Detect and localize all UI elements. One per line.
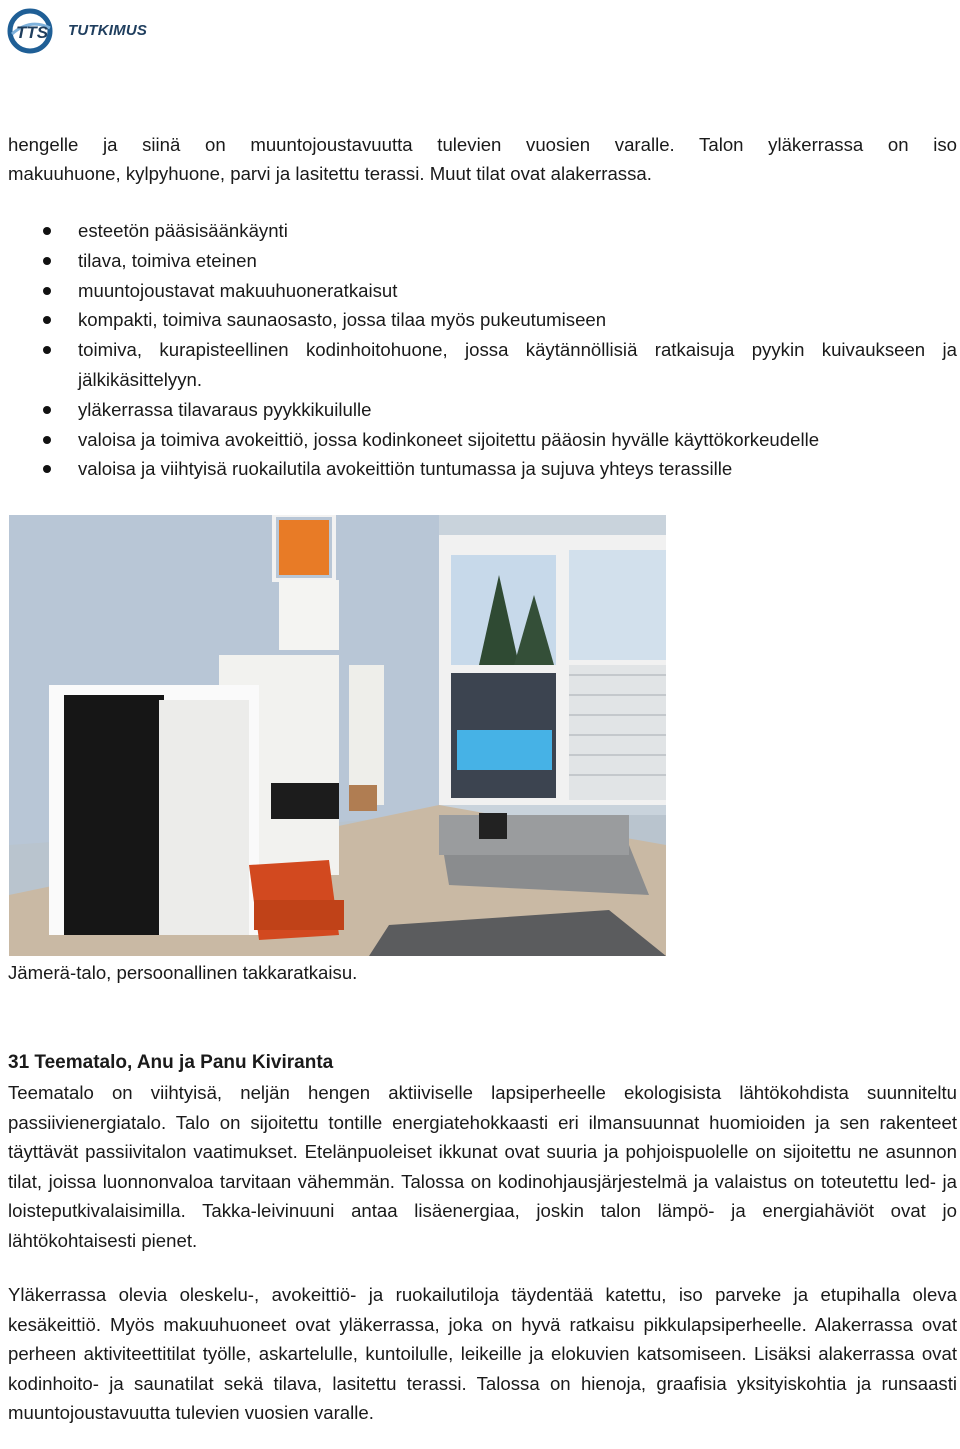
feature-list: [0, 216, 960, 484]
list-item-text: muuntojoustavat makuuhuoneratkaisut: [78, 279, 398, 301]
bullet-icon: [43, 257, 51, 265]
intro-line-2: makuuhuone, kylpyhuone, parvi ja lasitettu terassi. Muut tilat ovat alakerrassa.: [8, 163, 652, 184]
section-paragraph-2: Yläkerrassa olevia oleskelu-, avokeittiö- ja ruokailutiloja täydentää katettu, iso parveke ja etupihalla oleva kesäkeittiö. Myös makuuhuoneet ovat yläkerrassa, joka on hyvä ratkaisu pikkulapsiperheelle. Alakerrassa ovat perheen aktiviteettitilat työlle, askartelulle, kuntoilulle, leikeille ja elokuvien katsomiseen. Lisäksi alakerrassa ovat kodinhoito- ja saunatilat sekä tilava, lasitettu terassi. Talossa on hienoja, graafisia yksityiskohtia ja runsaasti muuntojoustavuutta tulevien vuosien varalle.: [8, 1284, 957, 1423]
bullet-icon: [43, 346, 51, 354]
list-item-text: valoisa ja viihtyisä ruokailutila avokeittiön tuntumassa ja sujuva yhteys terassille: [78, 458, 733, 480]
list-item-text: toimiva, kurapisteellinen kodinhoitohuone, jossa käytännöllisiä ratkaisuja pyykin kuivaukseen ja jälkikäsittelyyn.: [78, 339, 957, 390]
bullet-icon: [43, 436, 51, 444]
logo-tts-text: TTS: [16, 23, 49, 42]
bullet-icon: [43, 287, 51, 295]
list-item: [0, 395, 957, 425]
section-paragraph-1: Teematalo on viihtyisä, neljän hengen aktiiviselle lapsiperheelle ekologisista lähtökohdista suunniteltu passiivienergiatalo. Talo on sijoitettu tontille energiatehokkaasti eri ilmansuunnat huomioiden ja sen rakenteet täyttävät passiivitalon vaatimukset. Etelänpuoleiset ikkunat ovat suuria ja pohjoispuolelle on sijoitettu ne asunnon tilat, joissa luonnonvaloa tarvitaan vähemmän. Talossa on kodinohjausjärjestelmä ja valaistus on toteutettu led- ja loisteputkivalaisimilla. Takka-leivinuuni antaa lisäenergiaa, joskin talon lämpö- ja energiahäviöt ovat jo lähtökohtaisesti pienet.: [8, 1082, 957, 1251]
list-item: [0, 276, 957, 306]
list-item-text: yläkerrassa tilavaraus pyykkikuilulle: [78, 398, 372, 420]
logo-subtext: TUTKIMUS: [68, 22, 148, 39]
list-item: [0, 335, 957, 395]
intro-line-1: hengelle ja siinä on muuntojoustavuutta tulevien vuosien varalle. Talon yläkerrassa on iso: [8, 134, 957, 155]
bullet-icon: [43, 316, 51, 324]
list-item: [0, 305, 957, 335]
section-heading: 31 Teematalo, Anu ja Panu Kiviranta: [8, 1052, 334, 1073]
photo-caption: Jämerä-talo, persoonallinen takkaratkaisu.: [8, 962, 358, 983]
list-item-text: kompakti, toimiva saunaosasto, jossa tilaa myös pukeutumiseen: [78, 309, 607, 331]
interior-photo: [9, 515, 666, 956]
list-item: [0, 216, 957, 246]
bullet-icon: [43, 227, 51, 235]
list-item: [0, 425, 957, 455]
list-item-text: valoisa ja toimiva avokeittiö, jossa kodinkoneet sijoitettu pääosin hyvälle käyttökorkeudelle: [78, 428, 820, 450]
bullet-icon: [43, 406, 51, 414]
bullet-icon: [43, 465, 51, 473]
tts-tutkimus-logo: [6, 8, 156, 56]
list-item-text: esteetön pääsisäänkäynti: [78, 220, 288, 241]
list-item: [0, 454, 957, 484]
list-item-text: tilava, toimiva eteinen: [78, 249, 257, 271]
list-item: [0, 246, 957, 276]
